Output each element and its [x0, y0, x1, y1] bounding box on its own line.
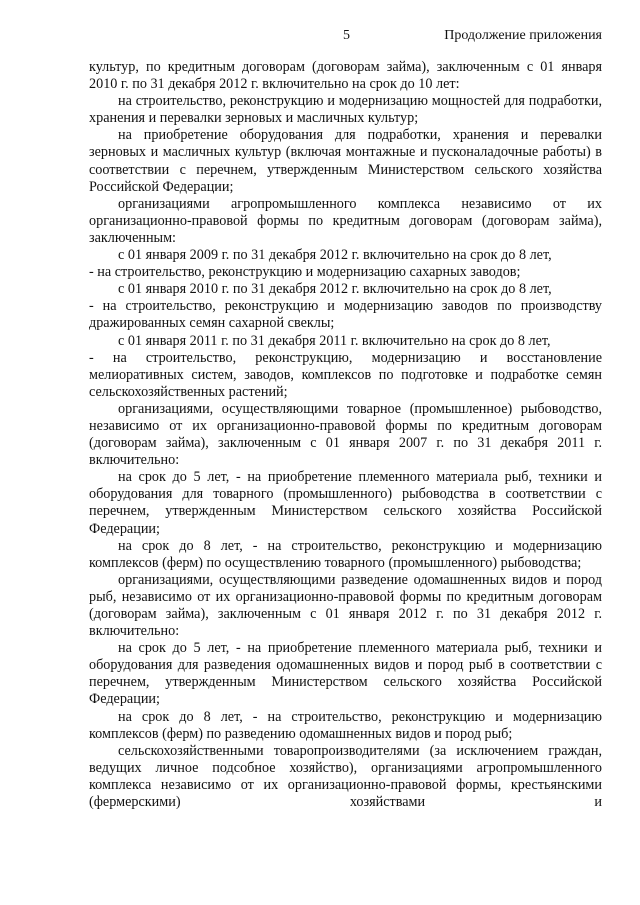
paragraph: культур, по кредитным договорам (договорам займа), заключенным с 01 января 2010 г. по 31 декабря 2012 г. включительно на срок до 10 лет: [89, 59, 602, 93]
paragraph: сельскохозяйственными товаропроизводителями (за исключением граждан, ведущих личное подсобное хозяйство), организациями агропромышленного комплекса независимо от их организационно-правовой формы, крестьянскими (фермерскими) хозяйствами и [89, 742, 602, 811]
header-title: Продолжение приложения [444, 28, 602, 43]
paragraph: на срок до 5 лет, - на приобретение племенного материала рыб, техники и оборудования для товарного (промышленного) рыбоводства в соответствии с перечнем, утвержденным Министерством сельского хозяйства Российской Федерации; [89, 469, 602, 537]
page-header [0, 28, 640, 48]
paragraph: организациями, осуществляющими товарное (промышленное) рыбоводство, независимо от их организационно-правовой формы по кредитным договорам (договорам займа), заключенным с 01 января 2007 г. по 31 декабря 2011 г. включительно: [89, 400, 602, 469]
paragraph: с 01 января 2011 г. по 31 декабря 2011 г. включительно на срок до 8 лет, [118, 332, 551, 349]
paragraph: на срок до 8 лет, - на строительство, реконструкцию и модернизацию комплексов (ферм) по разведению одомашненных видов и пород рыб; [89, 708, 602, 742]
paragraph: - на строительство, реконструкцию и модернизацию заводов по производству дражированных семян сахарной свеклы; [89, 298, 602, 332]
paragraph: организациями агропромышленного комплекса независимо от их организационно-правовой формы по кредитным договорам (договорам займа), заключенным: [89, 195, 602, 246]
paragraph: с 01 января 2010 г. по 31 декабря 2012 г. включительно на срок до 8 лет, [118, 281, 552, 298]
paragraph: с 01 января 2009 г. по 31 декабря 2012 г. включительно на срок до 8 лет, [118, 247, 552, 264]
paragraph: на срок до 5 лет, - на приобретение племенного материала рыб, техники и оборудования для разведения одомашненных видов и пород рыб в соответствии с перечнем, утвержденным Министерством сельского хозяйства Российской Федерации; [89, 640, 602, 708]
paragraph: организациями, осуществляющими разведение одомашненных видов и пород рыб, независимо от их организационно-правовой формы по кредитным договорам (договорам займа), заключенным с 01 января 2012 г. по 31 декабря 2012 г. включительно: [89, 571, 602, 640]
paragraph: на строительство, реконструкцию и модернизацию мощностей для подработки, хранения и перевалки зерновых и масличных культур; [89, 93, 602, 127]
paragraph: - на строительство, реконструкцию, модернизацию и восстановление мелиоративных систем, заводов, комплексов по подготовке и подработке семян сельскохозяйственных растений; [89, 349, 602, 400]
page-number: 5 [343, 28, 350, 43]
paragraph: - на строительство, реконструкцию и модернизацию сахарных заводов; [89, 264, 521, 281]
document-body [89, 59, 602, 811]
paragraph: на срок до 8 лет, - на строительство, реконструкцию и модернизацию комплексов (ферм) по осуществлению товарного (промышленного) рыбоводства; [89, 537, 602, 571]
paragraph: на приобретение оборудования для подработки, хранения и перевалки зерновых и масличных культур (включая монтажные и пусконаладочные работы) в соответствии с перечнем, утвержденным Министерством сельского хозяйства Российской Федерации; [89, 127, 602, 195]
